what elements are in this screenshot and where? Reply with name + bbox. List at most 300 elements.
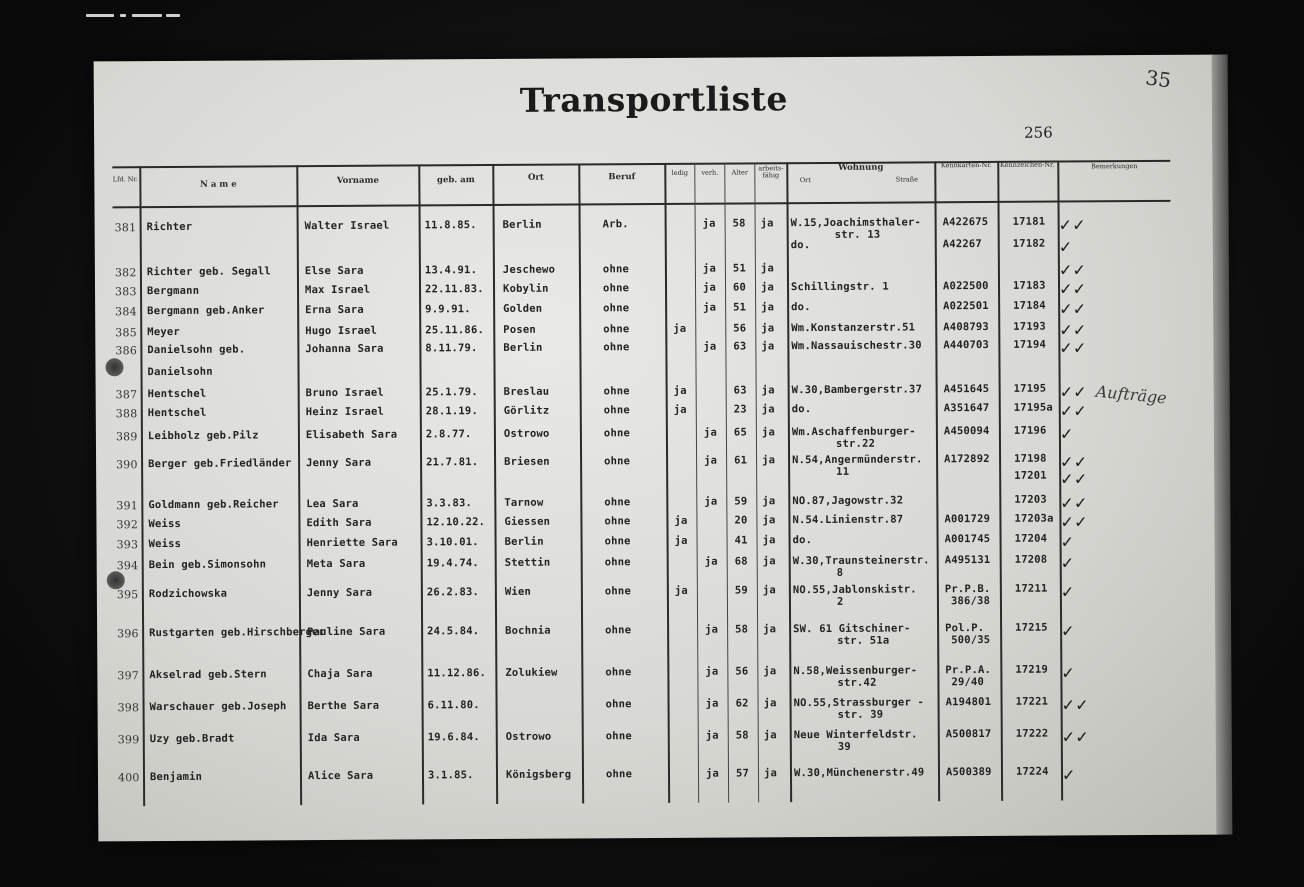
cell-alter: 20 bbox=[734, 514, 748, 527]
cell-nr: 394 bbox=[116, 559, 139, 573]
cell-nr: 398 bbox=[117, 701, 140, 715]
cell-af: ja bbox=[760, 217, 774, 230]
cell-beruf: ohne bbox=[605, 768, 633, 781]
cell-kz: 17203 bbox=[1014, 493, 1047, 506]
cell-tick: ✓ bbox=[1060, 532, 1075, 552]
cell-ort: Ostrowo bbox=[505, 730, 552, 743]
cell-beruf: ohne bbox=[604, 515, 631, 528]
cell-nr: 384 bbox=[115, 305, 137, 319]
cell-wohnung: NO.55,Jablonskistr. bbox=[792, 583, 917, 597]
cell-kk: A172892 bbox=[944, 452, 990, 466]
cell-ort: Breslau bbox=[503, 385, 550, 398]
table-row bbox=[97, 663, 1217, 692]
cell-kk: A022501 bbox=[943, 299, 989, 313]
cell-vorname: Jenny Sara bbox=[306, 586, 373, 600]
cell-geb: 26.2.83. bbox=[426, 586, 480, 599]
cell-geb: 12.10.22. bbox=[426, 516, 486, 529]
cell-tick: ✓✓ bbox=[1058, 260, 1087, 280]
cell-geb: 6.11.80. bbox=[427, 699, 480, 712]
cell-kk: Pol.P. bbox=[945, 621, 985, 635]
cell-beruf: Arb. bbox=[602, 218, 629, 231]
cell-nr: 397 bbox=[117, 669, 140, 683]
cell-ort: Kobylin bbox=[502, 282, 549, 295]
table-row bbox=[97, 621, 1217, 650]
cell-kk: A001745 bbox=[944, 532, 991, 546]
cell-name: Uzy geb.Bradt bbox=[149, 732, 235, 746]
cell-tick: ✓ bbox=[1061, 765, 1076, 785]
cell-alter: 65 bbox=[733, 426, 747, 439]
table-row bbox=[98, 765, 1218, 794]
cell-verh: ja bbox=[705, 767, 720, 780]
cell-kz: 17195a bbox=[1013, 401, 1053, 414]
cell-beruf: ohne bbox=[603, 302, 630, 315]
cell-verh: ja bbox=[702, 281, 717, 294]
cell-kz: 17222 bbox=[1015, 727, 1049, 740]
cell-tick: ✓✓ bbox=[1060, 512, 1088, 532]
cell-name: Richter geb. Segall bbox=[146, 265, 271, 279]
cell-tick: ✓✓ bbox=[1059, 382, 1087, 402]
header-beruf: Beruf bbox=[608, 172, 636, 183]
cell-ort: Berlin bbox=[504, 535, 544, 548]
cell-name: Bergmann bbox=[146, 284, 200, 298]
cell-name: Benjamin bbox=[149, 770, 203, 784]
cell-af: ja bbox=[761, 301, 775, 314]
cell-kk: A022500 bbox=[942, 279, 989, 293]
cell-kz: 17215 bbox=[1015, 621, 1048, 634]
cell-ledig: ja bbox=[674, 584, 688, 597]
cell-alter: 58 bbox=[735, 729, 749, 742]
cell-geb: 25.11.86. bbox=[425, 324, 485, 337]
cell-kk: A001729 bbox=[944, 512, 991, 526]
cell-vorname: Henriette Sara bbox=[306, 536, 398, 550]
header-arbeitsfaehig: arbeits-fähig bbox=[758, 164, 784, 180]
cell-nr: 399 bbox=[117, 733, 140, 747]
corner-page-mark: 35 bbox=[1144, 65, 1173, 93]
cell-name: Weiss bbox=[148, 537, 182, 551]
cell-af: ja bbox=[761, 340, 775, 353]
cell-nr: 381 bbox=[114, 221, 137, 235]
cell-kk: A495131 bbox=[944, 553, 991, 567]
cell-kk: Pr.P.B. bbox=[944, 582, 991, 596]
cell-vorname: Hugo Israel bbox=[305, 324, 378, 338]
cell-vorname: Bruno Israel bbox=[305, 386, 384, 400]
cell-kk2: 29/40 bbox=[951, 676, 985, 689]
cell-alter: 59 bbox=[734, 495, 748, 508]
cell-kk: A422675 bbox=[942, 215, 989, 229]
cell-beruf: ohne bbox=[604, 535, 631, 548]
header-wohnung-ort: Ort bbox=[799, 176, 811, 185]
cell-geb: 2.8.77. bbox=[425, 428, 472, 441]
cell-ledig: ja bbox=[674, 534, 688, 547]
cell-name: Danielsohn geb. bbox=[147, 343, 246, 357]
film-edge-marks bbox=[86, 12, 186, 20]
header-verh: verh. bbox=[701, 168, 719, 177]
cell-tick: ✓✓ bbox=[1058, 215, 1086, 235]
cell-ort: Jeschewo bbox=[502, 263, 556, 276]
cell-verh: ja bbox=[704, 454, 718, 467]
cell-wohnung: do. bbox=[792, 534, 813, 547]
cell-vorname: Walter Israel bbox=[304, 219, 390, 233]
cell-kk: Pr.P.A. bbox=[945, 663, 992, 677]
cell-af: ja bbox=[761, 322, 775, 335]
cell-kz: 17183 bbox=[1012, 279, 1046, 292]
cell-name: Hentschel bbox=[147, 387, 207, 401]
cell-alter: 58 bbox=[735, 623, 749, 636]
cell-alter: 51 bbox=[733, 301, 747, 314]
header-wohnung-strasse: Straße bbox=[895, 175, 919, 184]
cell-vorname: Else Sara bbox=[304, 264, 364, 278]
cell-tick: ✓✓ bbox=[1060, 469, 1088, 489]
cell-kz: 17196 bbox=[1013, 424, 1047, 437]
cell-kk: A450094 bbox=[943, 424, 990, 438]
table-row bbox=[98, 727, 1218, 756]
cell-ort: Berlin bbox=[503, 341, 543, 354]
header-bottom-rule bbox=[113, 200, 1171, 208]
table-row bbox=[97, 582, 1217, 611]
cell-wohnung: Wm.Aschaffenburger- bbox=[791, 425, 916, 439]
cell-wohnung2: str. 51a bbox=[837, 634, 890, 647]
sheet-number: 256 bbox=[1024, 123, 1053, 142]
cell-kz: 17201 bbox=[1014, 469, 1047, 482]
cell-verh: ja bbox=[704, 495, 718, 508]
cell-name: Richter bbox=[146, 220, 193, 234]
cell-kk2: 500/35 bbox=[951, 633, 991, 647]
cell-geb: 3.10.01. bbox=[426, 536, 479, 549]
cell-wohnung: Schillingstr. 1 bbox=[790, 280, 889, 294]
cell-nr: 388 bbox=[115, 407, 138, 421]
cell-vorname: Lea Sara bbox=[306, 497, 359, 511]
punch-hole-top bbox=[105, 358, 123, 376]
cell-verh: ja bbox=[704, 555, 718, 568]
cell-kk: A408793 bbox=[943, 320, 989, 334]
cell-wohnung2: 11 bbox=[836, 465, 850, 478]
cell-wohnung2: str.42 bbox=[837, 676, 877, 689]
cell-ort: Golden bbox=[503, 302, 543, 315]
cell-vorname: Pauline Sara bbox=[307, 625, 386, 639]
cell-beruf: ohne bbox=[605, 624, 632, 637]
cell-wohnung: NO.55,Strassburger - bbox=[793, 696, 925, 710]
cell-alter: 58 bbox=[732, 217, 746, 230]
cell-wohnung2: str. 39 bbox=[837, 708, 884, 721]
cell-af: ja bbox=[763, 729, 777, 742]
cell-beruf: ohne bbox=[603, 427, 631, 440]
cell-kz: 17193 bbox=[1013, 320, 1046, 333]
cell-beruf: ohne bbox=[603, 385, 630, 398]
cell-tick: ✓✓ bbox=[1061, 727, 1090, 747]
cell-af: ja bbox=[761, 384, 775, 397]
cell-alter: 41 bbox=[734, 534, 748, 547]
cell-wohnung: N.54,Angermünderstr. bbox=[792, 453, 923, 467]
cell-kk: A440703 bbox=[943, 338, 990, 352]
cell-beruf: ohne bbox=[604, 496, 631, 509]
cell-ort: Giessen bbox=[504, 515, 551, 528]
header-wohnung: Wohnung bbox=[838, 162, 884, 173]
cell-wohnung: Wm.Nassauischestr.30 bbox=[791, 339, 922, 353]
cell-wohnung2: str. 13 bbox=[834, 228, 881, 241]
cell-ort: Wien bbox=[504, 585, 532, 598]
cell-wohnung: W.30,Bambergerstr.37 bbox=[791, 383, 923, 397]
cell-af: ja bbox=[763, 665, 777, 678]
cell-beruf: ohne bbox=[603, 404, 630, 417]
cell-nr: 390 bbox=[116, 458, 138, 472]
cell-wohnung: do. bbox=[790, 239, 811, 252]
cell-ort: Berlin bbox=[502, 218, 542, 231]
cell-wohnung: N.54.Linienstr.87 bbox=[792, 513, 904, 527]
cell-kz: 17194 bbox=[1013, 338, 1047, 351]
cell-vorname: Elisabeth Sara bbox=[305, 428, 398, 442]
cell-geb: 24.5.84. bbox=[427, 625, 480, 638]
cell-kk2: 386/38 bbox=[950, 594, 991, 608]
cell-verh: ja bbox=[705, 697, 719, 710]
cell-geb: 22.11.83. bbox=[424, 283, 484, 296]
cell-alter: 56 bbox=[735, 665, 749, 678]
cell-nr: 396 bbox=[117, 627, 139, 641]
cell-kz: 17211 bbox=[1014, 582, 1048, 595]
cell-kz: 17204 bbox=[1014, 532, 1048, 545]
cell-name: Meyer bbox=[147, 325, 180, 339]
cell-verh: ja bbox=[702, 262, 716, 275]
cell-beruf: ohne bbox=[605, 666, 632, 679]
cell-name: Leibholz geb.Pilz bbox=[147, 429, 259, 443]
cell-ort: Görlitz bbox=[503, 404, 550, 417]
cell-verh: ja bbox=[705, 665, 719, 678]
cell-nr: 386 bbox=[115, 344, 138, 358]
cell-kz: 17221 bbox=[1015, 695, 1049, 708]
cell-tick: ✓ bbox=[1058, 237, 1073, 257]
header-ort: Ort bbox=[527, 172, 544, 183]
cell-tick: ✓ bbox=[1061, 663, 1076, 683]
cell-wohnung: Wm.Konstanzerstr.51 bbox=[791, 321, 916, 335]
cell-vorname: Chaja Sara bbox=[307, 667, 373, 681]
cell-geb: 28.1.19. bbox=[425, 405, 478, 418]
cell-ledig: ja bbox=[673, 384, 687, 397]
cell-wohnung2: str.22 bbox=[835, 437, 876, 450]
cell-alter: 63 bbox=[733, 340, 747, 353]
cell-verh: ja bbox=[703, 340, 717, 353]
cell-verh: ja bbox=[705, 729, 719, 742]
cell-kz: 17224 bbox=[1015, 765, 1049, 778]
cell-alter: 23 bbox=[733, 403, 747, 416]
cell-wohnung: do. bbox=[791, 403, 812, 416]
header-geb-am: geb. am bbox=[436, 175, 475, 186]
handwritten-annotation: Aufträge bbox=[1094, 381, 1168, 408]
cell-vorname: Johanna Sara bbox=[305, 342, 384, 356]
cell-wohnung: W.15,Joachimsthaler- bbox=[790, 216, 922, 230]
header-ledig: ledig bbox=[671, 168, 689, 177]
cell-alter: 68 bbox=[734, 555, 748, 568]
cell-tick: ✓ bbox=[1060, 582, 1075, 602]
cell-tick: ✓✓ bbox=[1059, 299, 1087, 319]
cell-vorname: Alice Sara bbox=[307, 769, 374, 783]
cell-alter: 59 bbox=[734, 584, 748, 597]
cell-nr: 395 bbox=[116, 588, 139, 602]
cell-af: ja bbox=[762, 454, 776, 467]
cell-kz: 17198 bbox=[1014, 452, 1047, 465]
cell-verh: ja bbox=[702, 217, 716, 230]
cell-af: ja bbox=[762, 514, 776, 527]
cell-name: Warschauer geb.Joseph bbox=[149, 700, 287, 714]
cell-af: ja bbox=[762, 584, 776, 597]
cell-vorname: Jenny Sara bbox=[306, 456, 372, 470]
cell-beruf: ohne bbox=[603, 341, 630, 354]
cell-kk: A500817 bbox=[945, 727, 992, 741]
cell-nr: 393 bbox=[116, 538, 139, 552]
cell-beruf: ohne bbox=[603, 323, 630, 336]
cell-wohnung: N.58,Weissenburger- bbox=[793, 664, 918, 678]
document-title: Transportliste bbox=[519, 79, 789, 120]
cell-wohnung: do. bbox=[791, 301, 811, 314]
cell-alter: 57 bbox=[735, 767, 750, 780]
cell-beruf: ohne bbox=[605, 698, 632, 711]
cell-ort: Zolukiew bbox=[505, 666, 558, 679]
cell-name: Rustgarten geb.Hirschberger bbox=[149, 626, 326, 640]
cell-wohnung: Neue Winterfeldstr. bbox=[793, 728, 918, 742]
cell-nr: 391 bbox=[116, 499, 138, 513]
header-alter: Alter bbox=[731, 168, 749, 177]
cell-vorname: Meta Sara bbox=[306, 557, 366, 571]
cell-ort: Königsberg bbox=[505, 768, 572, 781]
cell-verh: ja bbox=[703, 426, 717, 439]
header-name: N a m e bbox=[200, 179, 237, 190]
cell-beruf: ohne bbox=[604, 585, 632, 598]
cell-vorname: Heinz Israel bbox=[305, 405, 385, 419]
cell-nr: 387 bbox=[115, 388, 138, 402]
cell-vorname: Erna Sara bbox=[305, 303, 364, 317]
cell-alter: 62 bbox=[735, 697, 749, 710]
table-row bbox=[98, 695, 1218, 724]
cell-verh: ja bbox=[703, 301, 717, 314]
cell-alter: 51 bbox=[732, 262, 746, 275]
cell-tick: ✓ bbox=[1060, 553, 1075, 573]
cell-name: Akselrad geb.Stern bbox=[149, 668, 267, 682]
cell-geb: 3.3.83. bbox=[426, 497, 473, 510]
cell-af: ja bbox=[763, 623, 777, 636]
cell-geb: 25.1.79. bbox=[425, 386, 478, 399]
cell-alter: 63 bbox=[733, 384, 747, 397]
cell-wohnung: W.30,Traunsteinerstr. bbox=[792, 554, 930, 568]
cell-name: Danielsohn bbox=[147, 365, 213, 379]
cell-name: Goldmann geb.Reicher bbox=[148, 498, 279, 512]
cell-alter: 60 bbox=[732, 281, 747, 294]
cell-alter: 61 bbox=[734, 454, 748, 467]
cell-tick: ✓✓ bbox=[1059, 338, 1087, 358]
cell-tick: ✓✓ bbox=[1060, 493, 1088, 513]
cell-geb: 3.1.85. bbox=[427, 769, 474, 782]
cell-af: ja bbox=[761, 403, 775, 416]
cell-nr: 400 bbox=[117, 771, 140, 785]
cell-alter: 56 bbox=[733, 322, 747, 335]
cell-vorname: Berthe Sara bbox=[307, 699, 380, 713]
cell-kk: A351647 bbox=[943, 401, 990, 415]
cell-af: ja bbox=[761, 426, 775, 439]
cell-verh: ja bbox=[705, 623, 719, 636]
cell-af: ja bbox=[762, 495, 776, 508]
cell-beruf: ohne bbox=[604, 455, 631, 468]
cell-kz: 17203a bbox=[1014, 512, 1054, 525]
cell-af: ja bbox=[763, 767, 778, 780]
header-bemerkungen: Bemerkungen bbox=[1091, 162, 1138, 171]
cell-kk: A42267 bbox=[942, 238, 982, 251]
cell-geb: 11.12.86. bbox=[427, 667, 487, 680]
cell-ledig: ja bbox=[673, 322, 687, 335]
header-vorname: Vorname bbox=[336, 175, 379, 186]
header-kennkarten-nr: Kennkarten-Nr. bbox=[940, 160, 992, 170]
cell-vorname: Edith Sara bbox=[306, 516, 372, 530]
cell-ort: Posen bbox=[503, 323, 536, 336]
cell-ledig: ja bbox=[674, 514, 688, 527]
punch-hole-bottom bbox=[107, 571, 125, 589]
cell-nr: 385 bbox=[115, 326, 137, 340]
cell-kz: 17181 bbox=[1012, 215, 1046, 228]
cell-name: Berger geb.Friedländer bbox=[148, 457, 292, 471]
cell-af: ja bbox=[760, 262, 774, 275]
cell-ledig: ja bbox=[673, 403, 687, 416]
cell-geb: 19.4.74. bbox=[426, 557, 479, 570]
cell-wohnung2: 39 bbox=[837, 740, 851, 753]
cell-ort: Bochnia bbox=[505, 624, 551, 637]
header-lfd-nr: Lfd. Nr. bbox=[112, 175, 138, 184]
cell-kz: 17184 bbox=[1013, 299, 1046, 312]
cell-geb: 11.8.85. bbox=[424, 219, 477, 232]
cell-nr: 389 bbox=[115, 430, 138, 444]
cell-tick: ✓✓ bbox=[1061, 695, 1089, 715]
cell-kz: 17195 bbox=[1013, 382, 1047, 395]
cell-vorname: Ida Sara bbox=[307, 731, 360, 745]
cell-name: Bergmann geb.Anker bbox=[147, 304, 265, 318]
cell-tick: ✓✓ bbox=[1058, 279, 1087, 299]
cell-name: Bein geb.Simonsohn bbox=[148, 558, 267, 572]
cell-vorname: Max Israel bbox=[304, 283, 371, 297]
cell-geb: 19.6.84. bbox=[427, 731, 480, 744]
cell-wohnung: NO.87,Jagowstr.32 bbox=[792, 494, 904, 508]
cell-kz: 17182 bbox=[1012, 237, 1046, 250]
cell-af: ja bbox=[760, 281, 775, 294]
cell-nr: 392 bbox=[116, 518, 139, 532]
cell-tick: ✓ bbox=[1059, 424, 1074, 444]
cell-geb: 21.7.81. bbox=[426, 456, 479, 469]
cell-beruf: ohne bbox=[604, 556, 631, 569]
cell-wohnung2: 8 bbox=[836, 566, 844, 579]
cell-kk: A451645 bbox=[943, 382, 990, 396]
cell-geb: 9.9.91. bbox=[425, 303, 471, 316]
cell-tick: ✓✓ bbox=[1059, 320, 1087, 340]
cell-name: Rodzichowska bbox=[148, 587, 228, 601]
cell-name: Weiss bbox=[148, 517, 182, 531]
cell-geb: 8.11.79. bbox=[425, 342, 478, 355]
cell-ort: Ostrowo bbox=[503, 427, 550, 440]
cell-wohnung: W.30,Münchenerstr.49 bbox=[793, 766, 925, 780]
cell-wohnung: SW. 61 Gitschiner- bbox=[793, 622, 911, 636]
cell-nr: 382 bbox=[114, 266, 137, 280]
cell-ort: Stettin bbox=[504, 556, 551, 569]
cell-beruf: ohne bbox=[605, 730, 632, 743]
cell-tick: ✓ bbox=[1061, 621, 1075, 641]
cell-nr: 383 bbox=[114, 285, 137, 299]
cell-kk: A500389 bbox=[945, 765, 992, 779]
document-page bbox=[94, 55, 1219, 842]
cell-beruf: ohne bbox=[602, 263, 630, 276]
cell-tick: ✓✓ bbox=[1059, 401, 1088, 421]
cell-kk: A194801 bbox=[945, 695, 992, 709]
cell-geb: 13.4.91. bbox=[424, 264, 478, 277]
cell-name: Hentschel bbox=[147, 406, 207, 420]
cell-af: ja bbox=[763, 697, 777, 710]
cell-kz: 17219 bbox=[1015, 663, 1049, 676]
cell-af: ja bbox=[762, 555, 776, 568]
cell-af: ja bbox=[762, 534, 776, 547]
cell-wohnung2: 2 bbox=[836, 595, 844, 608]
cell-ort: Tarnow bbox=[504, 496, 544, 509]
